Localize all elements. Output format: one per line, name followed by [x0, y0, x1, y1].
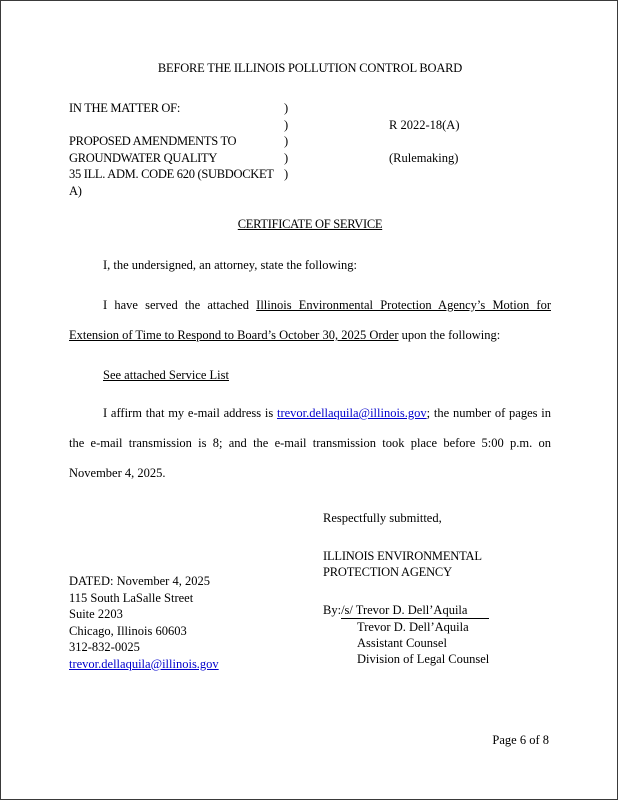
by-label: By:: [323, 603, 342, 617]
signer-division: Division of Legal Counsel: [357, 652, 490, 666]
footer-email-link[interactable]: trevor.dellaquila@illinois.gov: [69, 656, 219, 671]
signature-name: /s/ Trevor D. Dell’Aquila: [341, 602, 489, 619]
caption-left: PROPOSED AMENDMENTS TO: [69, 134, 237, 148]
signature-block: [323, 510, 551, 667]
footer-contact-block: [69, 573, 219, 672]
paragraph-service: [69, 290, 551, 350]
caption-left: IN THE MATTER OF:: [69, 101, 180, 115]
paragraph-service-list: [69, 360, 551, 390]
caption-paren: ): [284, 134, 289, 148]
certificate-title-text: CERTIFICATE OF SERVICE: [237, 217, 383, 231]
service-list-text: See attached Service List: [103, 368, 229, 382]
paragraph-statement: I, the undersigned, an attorney, state the following:: [103, 258, 357, 272]
caption-row: [69, 166, 551, 199]
caption-right: (Rulemaking): [389, 150, 459, 165]
caption-row: [69, 133, 551, 150]
agency-name: [323, 548, 551, 580]
para-affirm-post: ; the number of pages in the e-mail transmission is 8; and the e-mail transmission took place before 5:00 p.m. on November 4, 2025.: [69, 406, 552, 480]
email-link[interactable]: trevor.dellaquila@illinois.gov: [276, 406, 427, 420]
dated-value: November 4, 2025: [116, 574, 210, 588]
address-line-3: Chicago, Illinois 60603: [69, 623, 187, 638]
case-caption: [69, 100, 551, 199]
caption-paren: ): [284, 101, 289, 115]
caption-row: [69, 100, 551, 117]
dated-line: [69, 573, 219, 590]
signer-title: Assistant Counsel: [357, 636, 447, 650]
para-service-document-title: Illinois Environmental Protection Agency’s Motion for Extension of Time to Respond to Board’s October 30, 2025 Order: [69, 298, 551, 342]
certificate-title: [69, 217, 551, 232]
caption-left: GROUNDWATER QUALITY: [69, 150, 218, 165]
address-line-2: Suite 2203: [69, 607, 123, 621]
signer-name: Trevor D. Dell’Aquila: [357, 620, 469, 634]
paragraph-affirmation: [69, 398, 551, 488]
caption-row: [69, 150, 551, 167]
signature-line: [323, 602, 551, 619]
caption-left: 35 ILL. ADM. CODE 620 (SUBDOCKET A): [69, 167, 274, 198]
para-service-post: upon the following:: [398, 328, 501, 342]
caption-right: R 2022-18(A): [389, 117, 460, 132]
caption-left: [69, 117, 284, 134]
document-header-title: BEFORE THE ILLINOIS POLLUTION CONTROL BOARD: [157, 61, 463, 75]
page-number: Page 6 of 8: [492, 733, 549, 747]
caption-paren: ): [284, 150, 289, 165]
caption-row: [69, 117, 551, 134]
dated-label: DATED:: [69, 574, 114, 588]
agency-name-line1: ILLINOIS ENVIRONMENTAL: [323, 549, 482, 563]
agency-name-line2: PROTECTION AGENCY: [323, 565, 452, 579]
phone-number: 312-832-0025: [69, 640, 140, 654]
address-line-1: 115 South LaSalle Street: [69, 590, 194, 605]
caption-paren: ): [284, 117, 289, 132]
caption-right: [389, 133, 551, 150]
para-affirm-pre: I affirm that my e-mail address is: [103, 406, 277, 420]
caption-right: [389, 166, 551, 199]
caption-paren: ): [284, 167, 289, 181]
caption-right: [389, 100, 551, 117]
para-service-pre: I have served the attached: [103, 298, 257, 312]
respectfully-submitted: Respectfully submitted,: [323, 511, 442, 525]
